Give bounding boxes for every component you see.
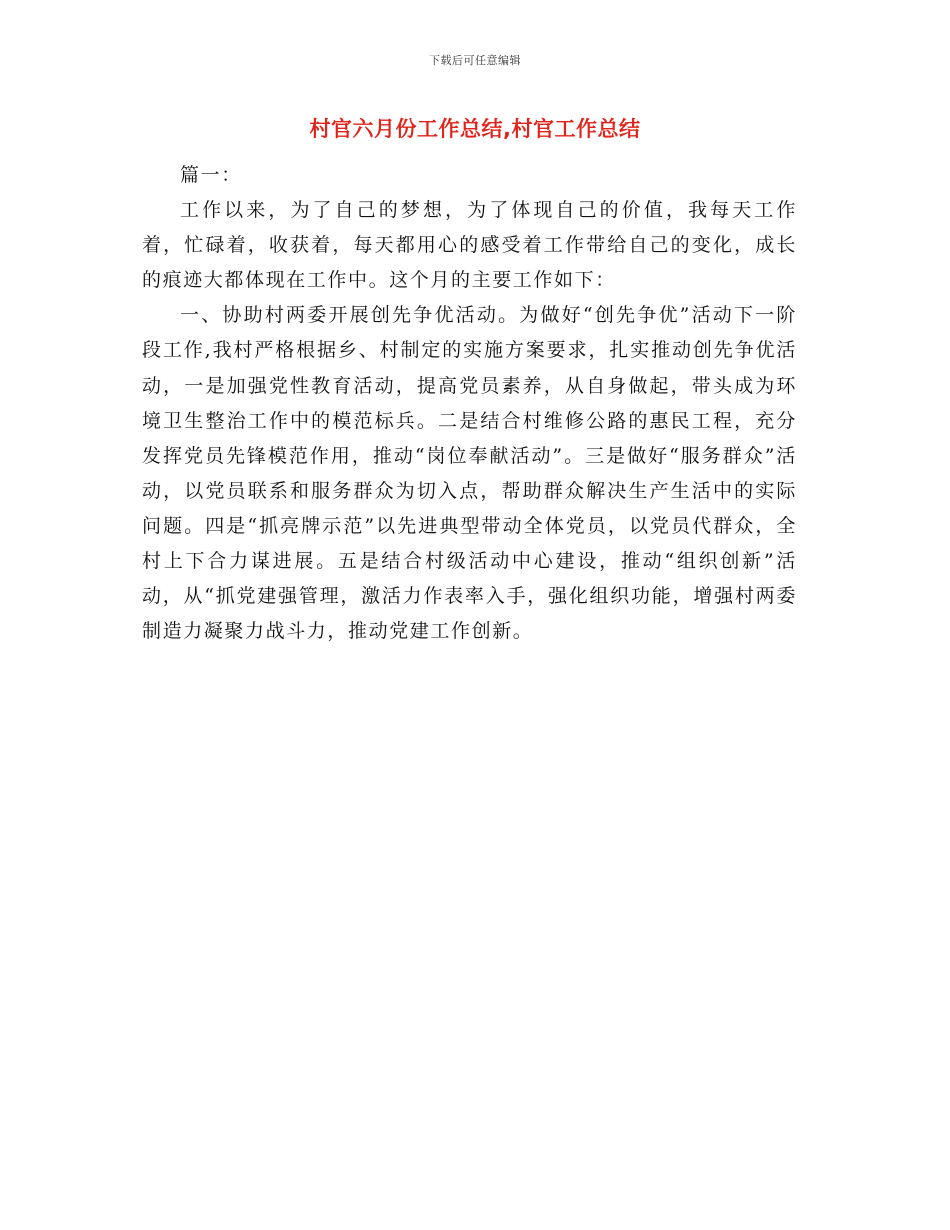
document-title: 村官六月份工作总结,村官工作总结 (309, 117, 641, 141)
document-body (142, 158, 797, 649)
work-item-paragraph: 一、协助村两委开展创先争优活动。为做好“创先争优”活动下一阶段工作,我村严格根据乡、村制定的实施方案要求，扎实推动创先争优活动，一是加强党性教育活动，提高党员素养，从自身做起，带头成为环境卫生整治工作中的模范标兵。二是结合村维修公路的惠民工程，充分发挥党员先锋模范作用，推动“岗位奉献活动”。三是做好“服务群众”活动，以党员联系和服务群众为切入点，帮助群众解决生产生活中的实际问题。四是“抓亮牌示范”以先进典型带动全体党员，以党员代群众，全村上下合力谋进展。五是结合村级活动中心建设，推动“组织创新”活动，从“抓党建强管理，激活力作表率入手，强化组织功能，增强村两委制造力凝聚力战斗力，推动党建工作创新。 (142, 304, 797, 643)
section-label: 篇一： (180, 164, 242, 186)
intro-paragraph: 工作以来，为了自己的梦想，为了体现自己的价值，我每天工作着，忙碌着，收获着，每天都用心的感受着工作带给自己的变化，成长的痕迹大都体现在工作中。这个月的主要工作如下： (142, 199, 797, 292)
page-header: 下载后可任意编辑 (429, 54, 521, 67)
